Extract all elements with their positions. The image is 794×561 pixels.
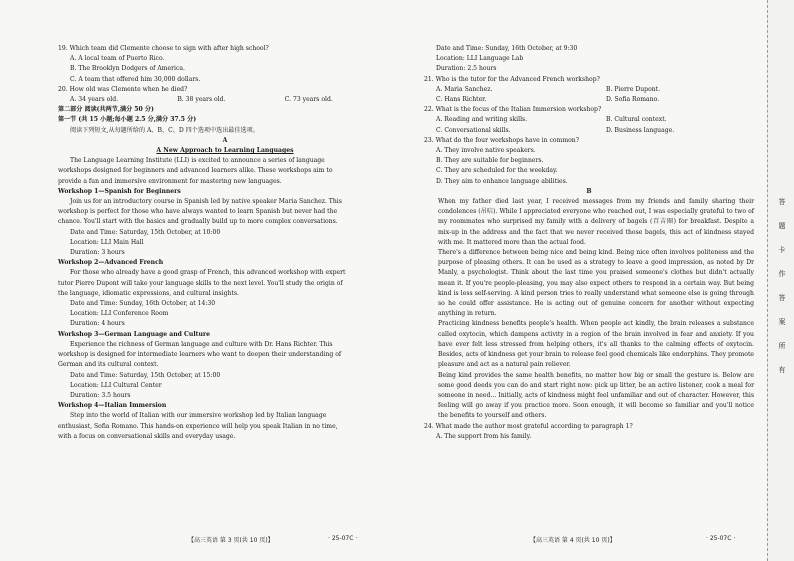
workshop4-duration: Duration: 2.5 hours <box>436 65 497 73</box>
q22-question: 22. What is the focus of the Italian Immersion workshop? <box>424 106 602 114</box>
left-page-footer-code: · 25-07C · <box>328 535 358 542</box>
q22-options-row1 <box>424 115 754 125</box>
section1-header: 第一节 (共 15 小题;每小题 2.5 分,满分 37.5 分) <box>58 116 197 124</box>
workshop4-location: Location: LLI Language Lab <box>436 55 524 63</box>
workshop1-location: Location: LLI Main Hall <box>70 238 144 246</box>
left-page-footer-label: 【高三英语 第 3 页(共 10 页)】 <box>188 537 274 544</box>
q20-option-b: B. 38 years old. <box>177 96 226 104</box>
workshop4-title: Workshop 4—Italian Immersion <box>58 402 167 410</box>
intro-line-1: The Language Learning Institute (LLI) is excited to announce a series of language <box>70 157 325 165</box>
passage-b-paragraph-2: There's a difference between being nice and being kind. Being nice often involves politeness and the purpose of pleasing others. It can be used as a strategy to leave a good impression, as noted by Dr Manly, a psychologist. Think about the last time you praised someone's clothes but didn't actually mean it. If you're people-pleasing, you may also expect others to respond in a certain way. But being kind is less self-serving. A kind person tries to really understand what someone else is going through so he could offer assistance. He is acting out of genuine concern for another without expecting anything in return. <box>438 249 754 318</box>
spine-char: 所 <box>778 342 786 350</box>
spine-char: 题 <box>778 222 786 230</box>
q21-option-c: C. Hans Richter. <box>436 96 487 104</box>
workshop4-body-2: enthusiast, Sofia Romano. This hands-on experience will help you speak Italian in no time, <box>58 422 338 430</box>
reading-instruction: 阅读下列短文,从每题所给的 A、B、C、D 四个选项中选出最佳选项。 <box>70 126 259 134</box>
binding-margin-text <box>777 190 787 382</box>
q20-question: 20. How old was Clemente when he died? <box>58 85 188 93</box>
workshop2-title: Workshop 2—Advanced French <box>58 259 164 267</box>
workshop2-location: Location: LLI Conference Room <box>70 310 169 318</box>
workshop1-body-2: workshop is perfect for those who have always wanted to learn Spanish but never had the <box>58 208 338 216</box>
q20-option-c: C. 73 years old. <box>284 96 333 104</box>
intro-line-2: workshops designed for beginners and advanced learners alike. These workshops aim to <box>58 167 333 175</box>
workshop2-duration: Duration: 4 hours <box>70 320 125 328</box>
spine-char: 答 <box>778 294 786 302</box>
q22-option-a: A. Reading and writing skills. <box>436 116 528 124</box>
q21-option-a: A. Maria Sanchez. <box>436 85 493 93</box>
right-page-footer-label: 【高三英语 第 4 页(共 10 页)】 <box>530 537 616 544</box>
workshop3-body-2: workshop is designed for intermediate learners who want to deepen their understanding of <box>58 351 342 359</box>
workshop1-body-3: chance. You'll start with the basics and gradually build up to more complex conversations. <box>58 218 338 226</box>
passage-a-label: A <box>222 136 228 144</box>
intro-line-3: provide a fun and immersive environment for mastering new languages. <box>58 177 282 185</box>
workshop3-duration: Duration: 3.5 hours <box>70 391 131 399</box>
workshop4-date: Date and Time: Sunday, 16th October, at 9:30 <box>436 45 578 52</box>
spine-char: 答 <box>778 198 786 206</box>
workshop2-body-3: the language, idiomatic expressions, and cultural insights. <box>58 289 239 297</box>
q19-option-c: C. A team that offered him 30,000 dollars. <box>70 75 201 83</box>
workshop3-date: Date and Time: Saturday, 15th October, at 15:00 <box>70 371 221 379</box>
q21-option-b: B. Pierre Dupont. <box>606 85 661 93</box>
binding-margin <box>767 0 794 561</box>
passage-b-label: B <box>586 187 592 195</box>
q19-option-a: A. A local team of Puerto Rico. <box>70 55 165 63</box>
passage-a-title: A New Approach to Learning Languages <box>156 147 294 155</box>
workshop1-duration: Duration: 3 hours <box>70 249 125 257</box>
section-header: 第二部分 阅读(共两节,满分 50 分) <box>58 106 154 114</box>
q20-option-a: A. 34 years old. <box>70 96 119 104</box>
q24-option-a: A. The support from his family. <box>436 432 532 440</box>
passage-b-paragraph-3: Practicing kindness benefits people's health. When people act kindly, the brain releases a substance called oxytocin, which dampens activity in a region of the brain involved in fear and anxiety. If you have ever felt less stressed from helping others, it's all thanks to the calming effects of oxytocin. Besides, acts of kindness get your brain to release feel good chemicals like endorphins. They promote pleasure and act as a natural pain reliever. <box>438 320 754 369</box>
workshop3-body-1: Experience the richness of German language and culture with Dr. Hans Richter. This <box>70 340 333 348</box>
q20-options <box>58 95 392 105</box>
spine-char: 卡 <box>778 246 786 254</box>
q19-question: 19. Which team did Clemente choose to sign with after high school? <box>58 45 269 52</box>
q21-options-row1 <box>424 85 754 95</box>
workshop2-date: Date and Time: Sunday, 16th October, at 14:30 <box>70 300 216 308</box>
q23-option-d: D. They aim to enhance language abilities. <box>436 177 568 185</box>
workshop4-body-3: with a focus on conversational skills and everyday usage. <box>58 432 236 440</box>
workshop3-location: Location: LLI Cultural Center <box>70 381 162 389</box>
q22-option-b: B. Cultural context. <box>606 116 667 124</box>
q21-option-d: D. Sofia Romano. <box>606 96 660 104</box>
right-column <box>424 44 754 442</box>
workshop3-body-3: German and its cultural context. <box>58 361 159 369</box>
left-column <box>58 44 392 442</box>
q23-question: 23. What do the four workshops have in common? <box>424 136 579 144</box>
spine-char: 有 <box>778 366 786 374</box>
q21-question: 21. Who is the tutor for the Advanced French workshop? <box>424 75 600 83</box>
workshop2-body-2: tutor Pierre Dupont will take your language skills to the next level. You'll study the origin of <box>58 279 343 287</box>
q19-option-b: B. The Brooklyn Dodgers of America. <box>70 65 185 73</box>
workshop1-title: Workshop 1—Spanish for Beginners <box>58 187 181 195</box>
passage-b-paragraph-4: Being kind provides the same health benefits, no matter how big or small the gesture is. Below are some good deeds you can do and start right now: pick up litter, be an active listener, cook a meal for someone in need... Initially, acts of kindness might feel unfamiliar and out of character. However, this feeling will go away if you practice more. Soon enough, it will become so familiar and you'll notice the benefits to yourself and others. <box>438 371 754 420</box>
spine-char: 案 <box>778 318 786 326</box>
workshop3-title: Workshop 3—German Language and Culture <box>58 330 210 338</box>
q22-option-d: D. Business language. <box>606 126 675 134</box>
q22-options-row2 <box>424 126 754 136</box>
q22-option-c: C. Conversational skills. <box>436 126 511 134</box>
workshop2-body-1: For those who already have a good grasp of French, this advanced workshop with expert <box>70 269 346 277</box>
spine-char: 作 <box>778 270 786 278</box>
q23-option-b: B. They are suitable for beginners. <box>436 157 544 165</box>
right-page-footer-code: · 25-07C · <box>706 535 736 542</box>
q24-question: 24. What made the author most grateful according to paragraph 1? <box>424 422 633 430</box>
workshop4-body-1: Step into the world of Italian with our immersive workshop led by Italian language <box>70 412 327 420</box>
workshop1-body-1: Join us for an introductory course in Spanish led by native speaker Maria Sanchez. This <box>70 198 342 206</box>
q21-options-row2 <box>424 95 754 105</box>
passage-b-paragraph-1: When my father died last year, I received messages from my friends and family sharing their condolences (吊唁). While I appreciated everyone who reached out, I was especially grateful to two of my roommates who surprised my family with a delivery of bagels (百吉圈) for breakfast. Despite a mix-up in the address and the fact that we never received those bagels, this act of kindness stayed with me. It mattered more than the actual food. <box>438 198 754 246</box>
q23-option-c: C. They are scheduled for the weekday. <box>436 167 558 175</box>
q23-option-a: A. They involve native speakers. <box>436 147 536 155</box>
workshop1-date: Date and Time: Saturday, 15th October, at 10:00 <box>70 228 221 236</box>
